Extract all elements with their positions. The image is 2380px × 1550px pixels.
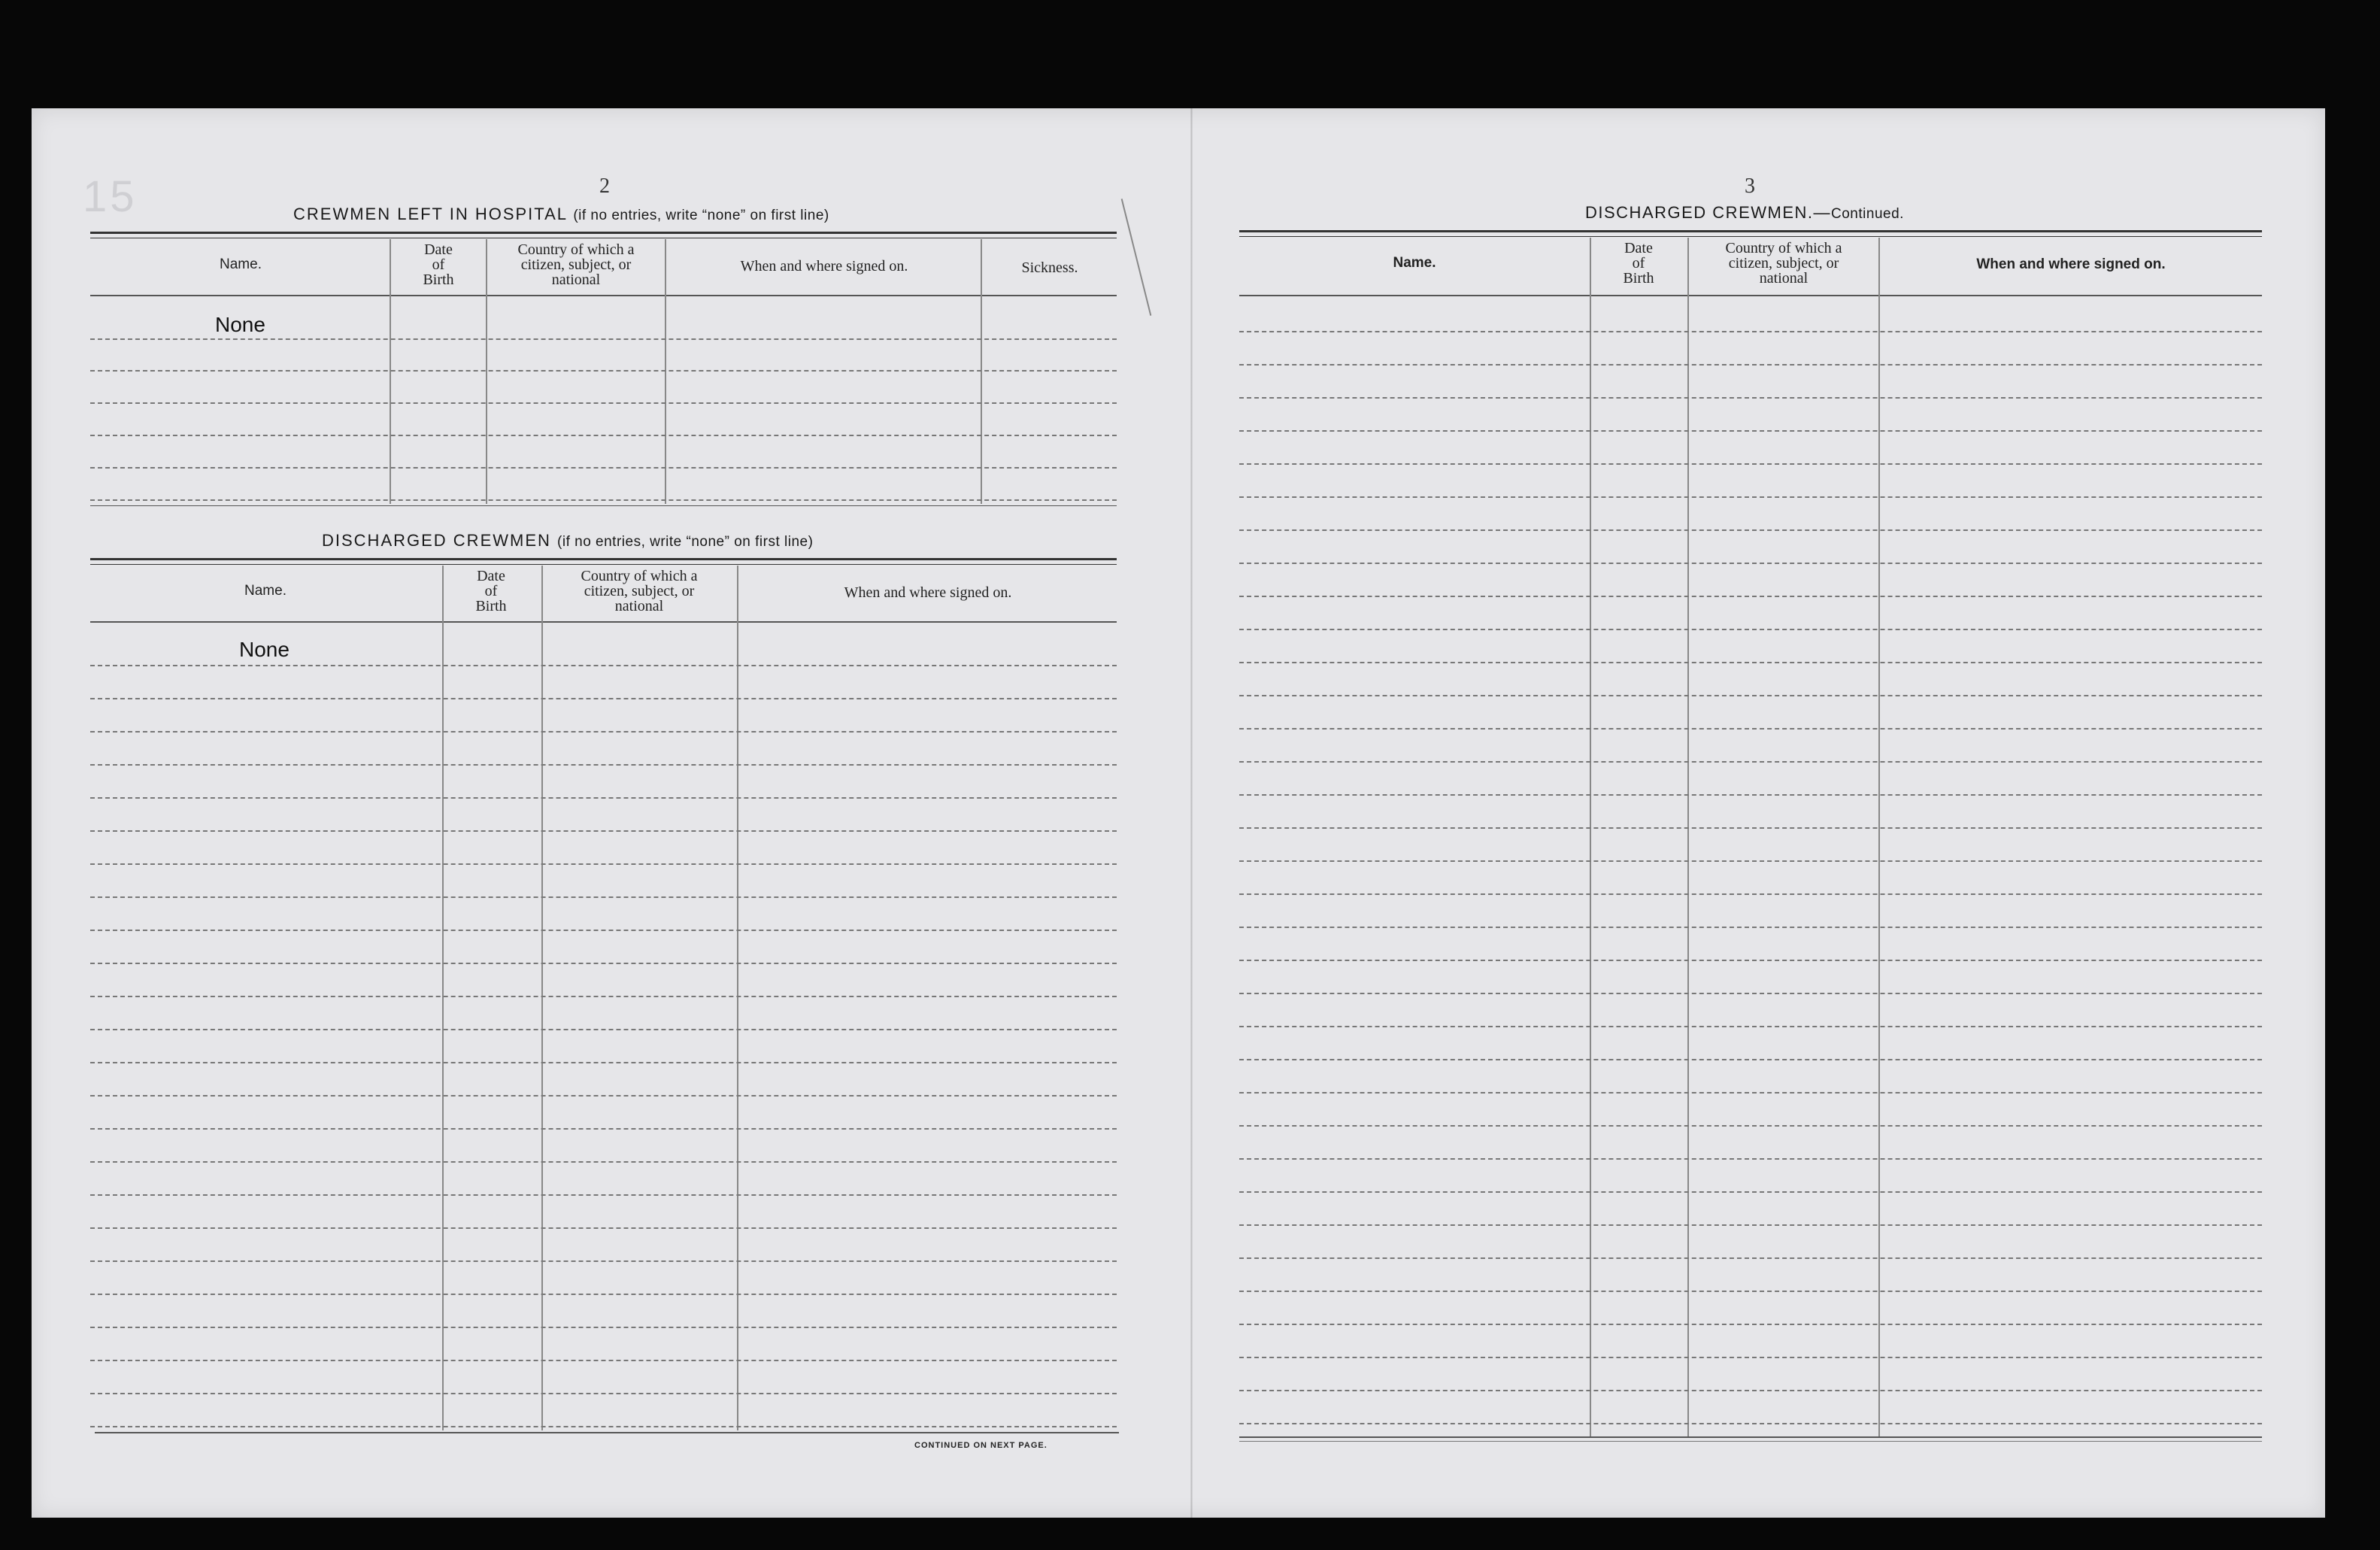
right-col-divider	[1590, 238, 1591, 1436]
right-row-line	[1239, 960, 2262, 961]
hospital-col-dob: Date of Birth	[423, 241, 454, 288]
right-row-line	[1239, 1158, 2262, 1160]
right-col-country: Country of which a citizen, subject, or national	[1725, 240, 1842, 287]
right-row-line	[1239, 893, 2262, 895]
discharged-row-line	[90, 896, 1117, 898]
discharged-row-line	[90, 1029, 1117, 1030]
right-row-line	[1239, 993, 2262, 994]
faint-marker: 15	[83, 172, 138, 221]
right-row-line	[1239, 397, 2262, 399]
page-number-right: 3	[1745, 174, 1755, 198]
right-bottom-rule	[1239, 1436, 2262, 1438]
discharged-row-line	[90, 731, 1117, 733]
discharged-row-line	[90, 830, 1117, 832]
hospital-row-line	[90, 467, 1117, 469]
right-row-line	[1239, 728, 2262, 730]
right-row-line	[1239, 1257, 2262, 1259]
right-row-line	[1239, 629, 2262, 630]
discharged-section-title: DISCHARGED CREWMEN (if no entries, write “none” on first line)	[322, 531, 814, 550]
hospital-col-divider	[390, 239, 391, 504]
discharged-entry-none: None	[239, 638, 290, 661]
hospital-row-line	[90, 338, 1117, 340]
discharged-row-line	[90, 863, 1117, 865]
hospital-row-line	[90, 402, 1117, 404]
hospital-header-bottom-rule	[90, 295, 1117, 296]
right-row-line	[1239, 1357, 2262, 1358]
right-row-line	[1239, 331, 2262, 332]
hospital-section-title: CREWMEN LEFT IN HOSPITAL (if no entries, write “none” on first line)	[293, 205, 829, 223]
discharged-row-line	[90, 797, 1117, 799]
discharged-col-dob: Date of Birth	[475, 568, 507, 614]
right-bottom-rule-thin	[1239, 1441, 2262, 1442]
right-row-line	[1239, 529, 2262, 531]
right-row-line	[1239, 927, 2262, 928]
hospital-col-sickness: Sickness.	[1021, 259, 1078, 276]
discharged-row-line	[90, 1426, 1117, 1427]
discharged-row-line	[90, 1194, 1117, 1196]
discharged-col-signed-on: When and where signed on.	[844, 584, 1012, 601]
hospital-col-divider	[665, 239, 666, 504]
right-row-line	[1239, 827, 2262, 829]
discharged-col-divider	[541, 566, 543, 1430]
right-row-line	[1239, 430, 2262, 432]
right-col-divider	[1687, 238, 1689, 1436]
discharged-row-line	[90, 665, 1117, 666]
right-row-line	[1239, 1423, 2262, 1424]
right-header-rule	[1239, 230, 2262, 237]
discharged-header-rule	[90, 558, 1117, 565]
right-row-line	[1239, 1390, 2262, 1391]
right-row-line	[1239, 496, 2262, 498]
right-row-line	[1239, 1291, 2262, 1292]
right-row-line	[1239, 662, 2262, 663]
discharged-row-line	[90, 1128, 1117, 1130]
discharged-row-line	[90, 996, 1117, 997]
right-row-line	[1239, 463, 2262, 465]
right-row-line	[1239, 1125, 2262, 1127]
hospital-col-divider	[486, 239, 487, 504]
right-row-line	[1239, 761, 2262, 763]
discharged-col-name: Name.	[244, 583, 287, 599]
discharged-row-line	[90, 1227, 1117, 1229]
right-row-line	[1239, 1224, 2262, 1226]
discharged-col-divider	[442, 566, 444, 1430]
hospital-col-name: Name.	[220, 256, 262, 272]
right-header-bottom-rule	[1239, 295, 2262, 296]
discharged-row-line	[90, 963, 1117, 964]
page-number-left: 2	[599, 174, 610, 198]
document-sheet	[32, 108, 2325, 1518]
hospital-col-signed-on: When and where signed on.	[740, 258, 908, 275]
discharged-row-line	[90, 1393, 1117, 1394]
discharged-row-line	[90, 1327, 1117, 1328]
right-row-line	[1239, 364, 2262, 366]
right-col-signed-on: When and where signed on.	[1976, 256, 2166, 272]
right-col-dob: Date of Birth	[1623, 240, 1654, 287]
discharged-row-line	[90, 1161, 1117, 1163]
discharged-row-line	[90, 1360, 1117, 1361]
discharged-row-line	[90, 1095, 1117, 1097]
discharged-row-line	[90, 1062, 1117, 1063]
right-row-line	[1239, 1059, 2262, 1060]
right-col-name: Name.	[1393, 255, 1436, 271]
continued-note: CONTINUED ON NEXT PAGE.	[914, 1441, 1048, 1450]
hospital-bottom-rule	[90, 505, 1117, 506]
page-fold	[1190, 108, 1193, 1518]
right-row-line	[1239, 1092, 2262, 1093]
continued-section-title: DISCHARGED CREWMEN.—Continued.	[1585, 203, 1904, 222]
hospital-header-rule	[90, 232, 1117, 238]
discharged-col-divider	[737, 566, 738, 1430]
hospital-row-line	[90, 435, 1117, 436]
discharged-row-line	[90, 930, 1117, 931]
discharged-row-line	[90, 764, 1117, 766]
right-row-line	[1239, 1191, 2262, 1193]
discharged-bottom-rule	[95, 1432, 1119, 1433]
discharged-header-bottom-rule	[90, 621, 1117, 623]
discharged-row-line	[90, 1260, 1117, 1262]
hospital-entry-none: None	[215, 313, 265, 336]
right-row-line	[1239, 1026, 2262, 1027]
discharged-row-line	[90, 1294, 1117, 1295]
hospital-col-country: Country of which a citizen, subject, or national	[517, 241, 635, 288]
right-row-line	[1239, 563, 2262, 564]
discharged-row-line	[90, 698, 1117, 699]
right-row-line	[1239, 695, 2262, 696]
right-row-line	[1239, 596, 2262, 597]
hospital-col-divider	[981, 239, 982, 504]
right-row-line	[1239, 1324, 2262, 1325]
discharged-col-country: Country of which a citizen, subject, or national	[581, 568, 698, 614]
right-row-line	[1239, 794, 2262, 796]
right-row-line	[1239, 860, 2262, 862]
right-col-divider	[1878, 238, 1880, 1436]
hospital-row-line	[90, 499, 1117, 501]
hospital-row-line	[90, 370, 1117, 372]
